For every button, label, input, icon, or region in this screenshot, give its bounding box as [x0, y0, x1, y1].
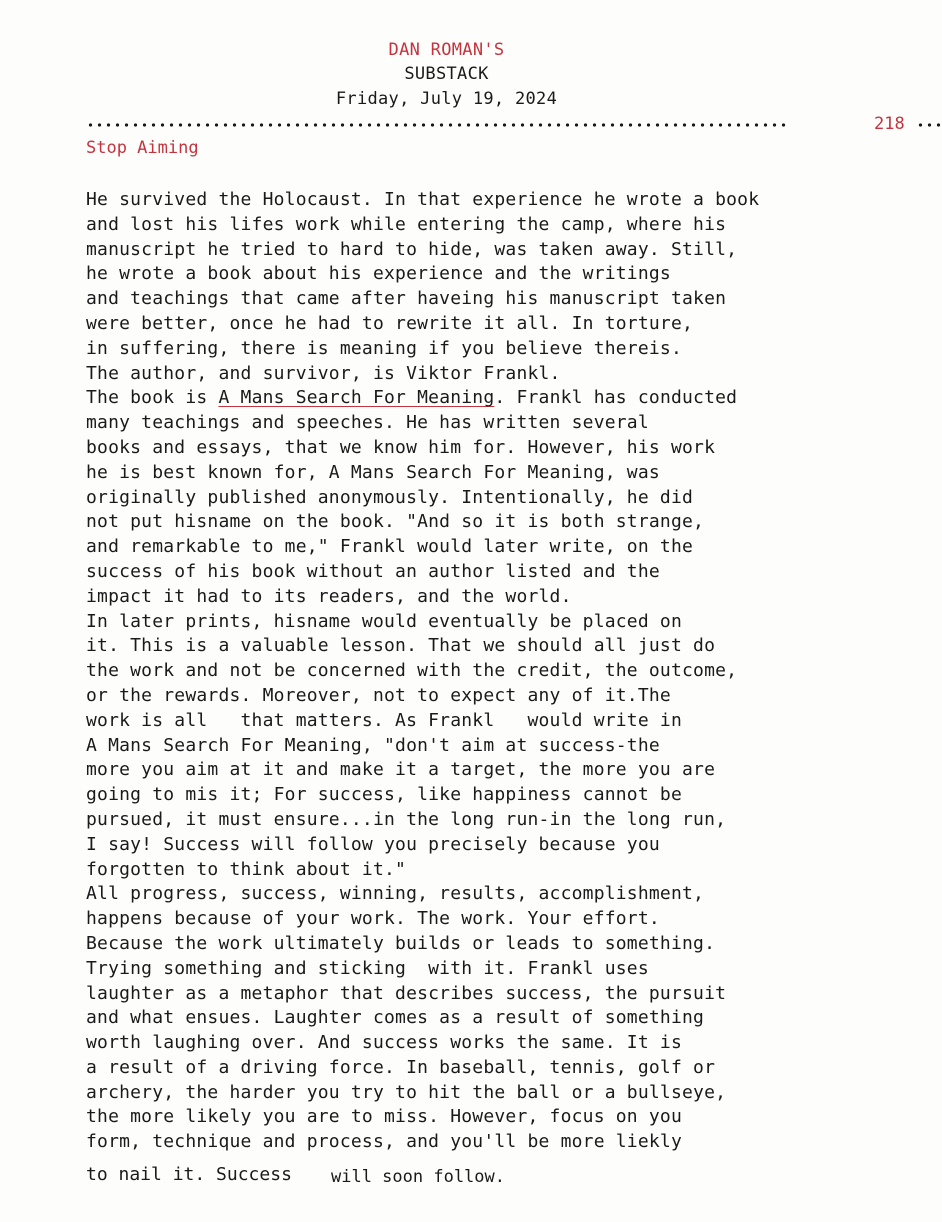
- body-line: were better, once he had to rewrite it all. In torture,: [86, 312, 694, 334]
- last-line-end: will soon follow.: [331, 1167, 505, 1187]
- body-line: The author, and survivor, is Viktor Frankl.: [86, 362, 561, 384]
- header-author: DAN ROMAN'S: [388, 40, 505, 60]
- dot-leader: [86, 120, 786, 130]
- body-line: He survived the Holocaust. In that experience he wrote a book: [86, 189, 760, 210]
- section-title: Stop Aiming: [86, 138, 199, 158]
- body-line: not put hisname on the book. "And so it is both strange,: [86, 511, 705, 533]
- body-line: Because the work ultimately builds or leads to something.: [86, 932, 716, 954]
- body-line: laughter as a metaphor that describes success, the pursuit: [86, 982, 727, 1004]
- body-line: I say! Success will follow you precisely because you: [86, 833, 660, 855]
- dot-leader-end: [916, 120, 942, 130]
- book-line-suffix: . Frankl has conducted: [494, 387, 738, 409]
- body-line: he is best known for, A Mans Search For Meaning, was: [86, 461, 660, 483]
- book-line-prefix: The book is: [86, 387, 219, 409]
- body-line: originally published anonymously. Intentionally, he did: [86, 486, 694, 508]
- body-line: A Mans Search For Meaning, "don't aim at success-the: [86, 734, 660, 756]
- body-line: manuscript he tried to hard to hide, was taken away. Still,: [86, 238, 738, 260]
- body-line: In later prints, hisname would eventually be placed on: [86, 610, 682, 632]
- body-line: a result of a driving force. In baseball, tennis, golf or: [86, 1056, 716, 1078]
- body-line: pursued, it must ensure...in the long run-in the long run,: [86, 808, 727, 830]
- body-line: going to mis it; For success, like happiness cannot be: [86, 784, 682, 806]
- body-line: forgotten to think about it.": [86, 858, 407, 880]
- body-line: it. This is a valuable lesson. That we should all just do: [86, 635, 716, 657]
- body-line: impact it had to its readers, and the world.: [86, 585, 572, 607]
- body-line: success of his book without an author listed and the: [86, 560, 660, 582]
- body-line: form, technique and process, and you'll be more liekly: [86, 1131, 682, 1153]
- body-line: and lost his lifes work while entering the camp, where his: [86, 213, 727, 235]
- body-line: and what ensues. Laughter comes as a result of something: [86, 1007, 705, 1029]
- body-line: [86, 386, 876, 411]
- body-line: or the rewards. Moreover, not to expect any of it.The: [86, 684, 671, 706]
- body-line: and remarkable to me," Frankl would later write, on the: [86, 536, 694, 558]
- body-line: he wrote a book about his experience and the writings: [86, 263, 671, 285]
- body-line: and teachings that came after haveing his manuscript taken: [86, 288, 727, 310]
- body-line: All progress, success, winning, results, accomplishment,: [86, 883, 705, 905]
- body-line: many teachings and speeches. He has written several: [86, 412, 649, 434]
- body-line: Trying something and sticking with it. Frankl uses: [86, 957, 649, 979]
- body-line: worth laughing over. And success works the same. It is: [86, 1032, 682, 1054]
- header-date: Friday, July 19, 2024: [335, 89, 558, 109]
- body-line: archery, the harder you try to hit the ball or a bullseye,: [86, 1081, 727, 1103]
- header-publication: SUBSTACK: [404, 64, 489, 84]
- body-line: books and essays, that we know him for. However, his work: [86, 436, 716, 458]
- body-line: work is all that matters. As Frankl would write in: [86, 709, 682, 731]
- book-title-underlined: A Mans Search For Meaning: [218, 387, 495, 409]
- body-line: more you aim at it and make it a target, the more you are: [86, 759, 716, 781]
- last-line-start: to nail it. Success: [86, 1164, 292, 1185]
- body-line: the more likely you are to miss. However, focus on you: [86, 1106, 682, 1128]
- body-text: [86, 188, 876, 1155]
- page-number: 218: [874, 114, 905, 134]
- body-line: the work and not be concerned with the credit, the outcome,: [86, 660, 738, 682]
- body-line: happens because of your work. The work. Your effort.: [86, 908, 660, 930]
- dotted-rule: [86, 114, 905, 138]
- body-line: in suffering, there is meaning if you believe thereis.: [86, 337, 682, 359]
